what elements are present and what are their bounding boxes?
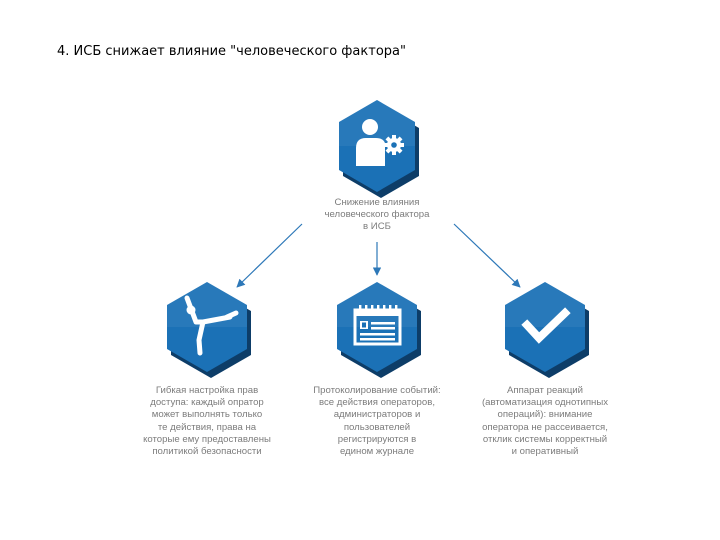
left-hexagon [167,282,251,378]
middle-caption: Протоколирование событий: все действия операторов, администраторов и пользователей регистрируются в едином журнале [313,385,441,458]
right-hexagon [505,282,589,378]
middle-hexagon [337,282,421,378]
left-caption: Гибкая настройка прав доступа: каждый опратор может выполнять только те действия, права на которые ему предоставлены политикой безопасности [143,385,271,458]
slide-title: 4. ИСБ снижает влияние "человеческого фактора" [57,44,406,59]
event-log-icon [355,305,400,344]
right-caption: Аппарат реакций (автоматизация однотипных операций): внимание оператора не рассеивается, отклик системы корректный и оперативный [481,385,609,458]
arrow-right [454,224,520,287]
center-hexagon [339,100,419,198]
center-caption: Снижение влияния человеческого фактора в ИСБ [324,197,430,233]
